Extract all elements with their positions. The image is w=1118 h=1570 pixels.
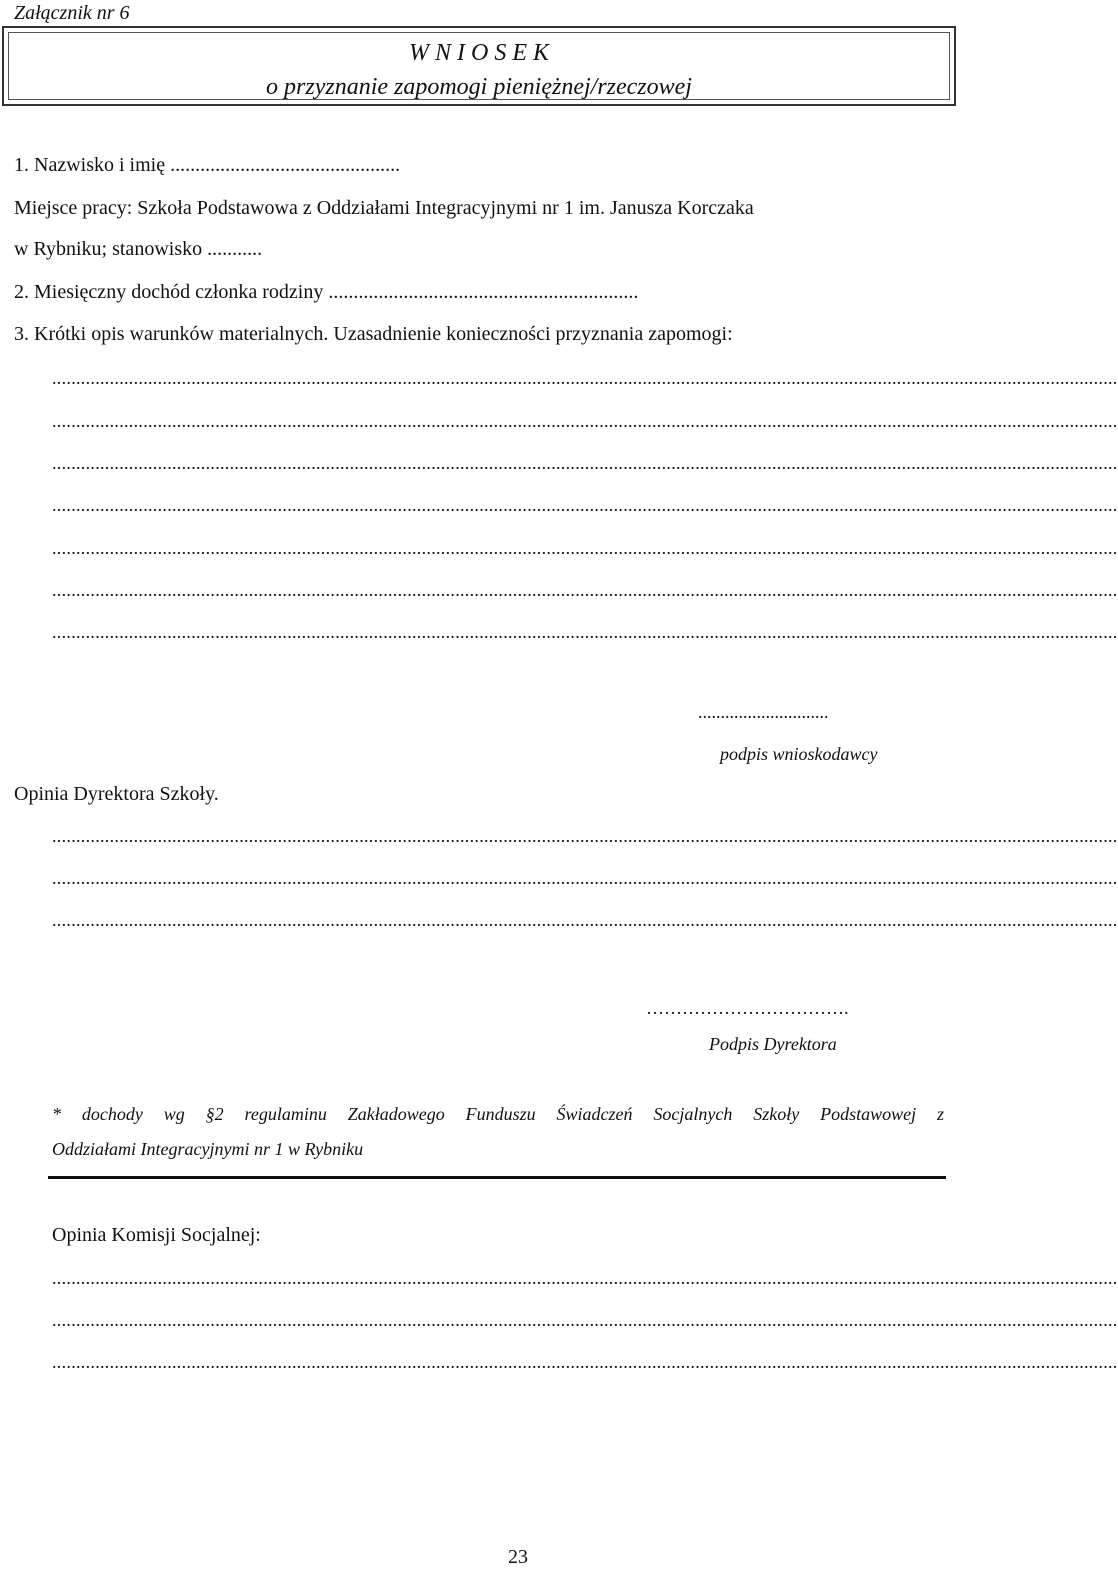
director-opinion-label: Opinia Dyrektora Szkoły.: [14, 783, 219, 805]
applicant-signature-line[interactable]: .............................: [698, 702, 829, 722]
description-dotted-line-5[interactable]: ..............................................................................................................................................................................................................................: [52, 538, 1118, 558]
description-dotted-line-3[interactable]: ..............................................................................................................................................................................................................................: [52, 453, 1118, 473]
description-dotted-line-7[interactable]: ..............................................................................................................................................................................................................................: [52, 622, 1118, 642]
section-divider: [48, 1176, 946, 1179]
committee-opinion-label: Opinia Komisji Socjalnej:: [52, 1224, 261, 1246]
director-signature-line[interactable]: …………………………….: [646, 998, 849, 1018]
description-label: 3. Krótki opis warunków materialnych. Uzasadnienie konieczności przyznania zapomogi:: [14, 323, 733, 345]
director-opinion-dotted-line-3[interactable]: ..............................................................................................................................................................................................................................: [52, 910, 1118, 930]
header-box: [2, 26, 956, 106]
form-subtitle: o przyznanie zapomogi pieniężnej/rzeczowej: [266, 74, 692, 100]
name-field[interactable]: 1. Nazwisko i imię ..............................................: [14, 154, 401, 176]
workplace-line-2[interactable]: w Rybniku; stanowisko ...........: [14, 238, 263, 260]
description-dotted-line-4[interactable]: ..............................................................................................................................................................................................................................: [52, 495, 1118, 515]
director-signature-label: Podpis Dyrektora: [709, 1034, 837, 1054]
committee-dotted-line-2[interactable]: ..............................................................................................................................................................................................................................: [52, 1310, 1118, 1330]
director-opinion-dotted-line-2[interactable]: ..............................................................................................................................................................................................................................: [52, 868, 1118, 888]
annex-label: Załącznik nr 6: [14, 2, 130, 24]
director-opinion-dotted-line-1[interactable]: ..............................................................................................................................................................................................................................: [52, 826, 1118, 846]
description-dotted-line-1[interactable]: ..............................................................................................................................................................................................................................: [52, 368, 1118, 388]
footnote-line-1: * dochody wg §2 regulaminu Zakładowego Funduszu Świadczeń Socjalnych Szkoły Podstawowej z: [52, 1104, 944, 1124]
page-number: 23: [508, 1546, 528, 1568]
committee-dotted-line-3[interactable]: ..............................................................................................................................................................................................................................: [52, 1352, 1118, 1372]
footnote-line-2: Oddziałami Integracyjnymi nr 1 w Rybniku: [52, 1139, 364, 1159]
form-title: W N I O S E K: [409, 40, 549, 66]
applicant-signature-label: podpis wnioskodawcy: [720, 744, 878, 764]
workplace-line-1: Miejsce pracy: Szkoła Podstawowa z Oddziałami Integracyjnymi nr 1 im. Janusza Korczaka: [14, 197, 754, 219]
income-field[interactable]: 2. Miesięczny dochód członka rodziny ..............................................................: [14, 281, 639, 303]
description-dotted-line-2[interactable]: ..............................................................................................................................................................................................................................: [52, 411, 1118, 431]
committee-dotted-line-1[interactable]: ..............................................................................................................................................................................................................................: [52, 1268, 1118, 1288]
description-dotted-line-6[interactable]: ..............................................................................................................................................................................................................................: [52, 580, 1118, 600]
